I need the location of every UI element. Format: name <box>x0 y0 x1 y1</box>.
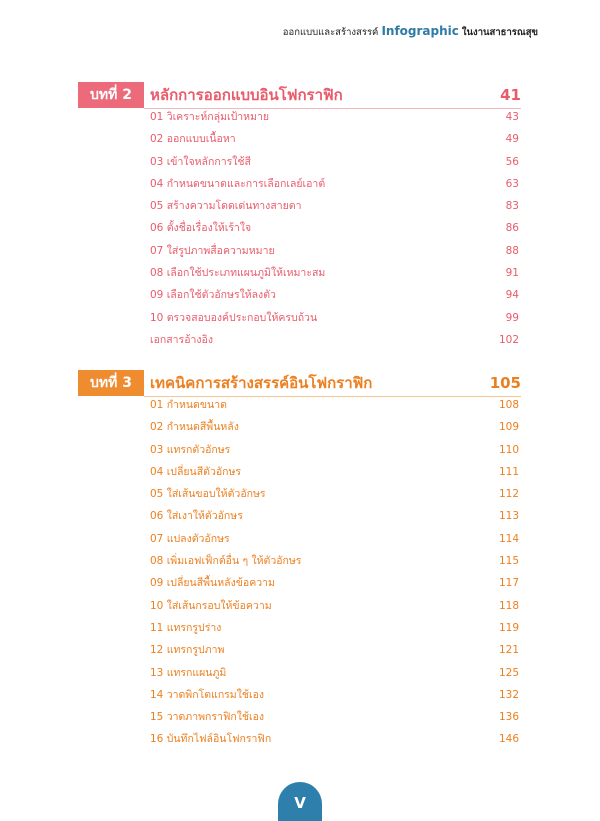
toc-entry-label: 13 แทรกแผนภูมิ <box>150 666 227 679</box>
toc-entry[interactable] <box>150 617 519 639</box>
toc-entry[interactable] <box>150 662 519 684</box>
toc-entry[interactable] <box>150 728 519 750</box>
toc-entry[interactable] <box>150 595 519 617</box>
chapter-2-page: 41 <box>500 86 521 104</box>
toc-entry-page: 56 <box>505 155 519 168</box>
toc-entry-label: 08 เลือกใช้ประเภทแผนภูมิให้เหมาะสม <box>150 267 326 280</box>
toc-entry-page: 88 <box>505 244 519 257</box>
toc-entry-label: 15 วาดภาพกราฟิกใช้เอง <box>150 711 265 724</box>
chapter-3-toc-list <box>150 394 519 751</box>
toc-entry-label: 10 ตรวจสอบองค์ประกอบให้ครบถ้วน <box>150 311 318 324</box>
toc-entry-label: 14 วาดพิกโตแกรมใช้เอง <box>150 688 265 701</box>
toc-entry-page: 119 <box>498 621 519 634</box>
toc-entry-page: 63 <box>505 177 519 190</box>
toc-entry-page: 109 <box>498 421 519 434</box>
toc-entry-page: 94 <box>505 289 519 302</box>
toc-entry-page: 132 <box>498 688 519 701</box>
toc-entry[interactable] <box>150 262 519 284</box>
toc-entry[interactable] <box>150 684 519 706</box>
chapter-2-badge: บทที่ 2 <box>78 82 144 108</box>
toc-entry-page: 111 <box>498 465 519 478</box>
header-prefix: ออกแบบและสร้างสรรค์ <box>282 27 379 38</box>
toc-entry-label: 05 สร้างความโดดเด่นทางสายตา <box>150 200 302 213</box>
toc-entry-page: 136 <box>498 711 519 724</box>
chapter-3-section <box>78 370 521 750</box>
chapter-2-section <box>78 82 521 352</box>
header-brand: Infographic <box>381 24 459 38</box>
toc-entry-label: 05 ใส่เส้นขอบให้ตัวอักษร <box>150 488 266 501</box>
toc-entry[interactable] <box>150 572 519 594</box>
toc-entry-page: 112 <box>498 488 519 501</box>
toc-entry[interactable] <box>150 217 519 239</box>
toc-entry[interactable] <box>150 106 519 128</box>
toc-entry-label: เอกสารอ้างอิง <box>150 333 213 346</box>
chapter-3-title[interactable]: เทคนิคการสร้างสรรค์อินโฟกราฟิก <box>150 374 373 392</box>
toc-entry-page: 108 <box>498 399 519 411</box>
toc-entry[interactable] <box>150 195 519 217</box>
toc-entry-page: 114 <box>498 532 519 545</box>
toc-entry-label: 09 เปลี่ยนสีพื้นหลังข้อความ <box>150 577 275 590</box>
toc-entry[interactable] <box>150 550 519 572</box>
toc-entry[interactable] <box>150 461 519 483</box>
toc-entry-label: 09 เลือกใช้ตัวอักษรให้ลงตัว <box>150 289 276 302</box>
toc-entry-label: 03 เข้าใจหลักการใช้สี <box>150 155 251 168</box>
toc-entry-label: 07 แปลงตัวอักษร <box>150 532 230 545</box>
chapter-3-heading <box>78 370 521 396</box>
toc-entry-label: 16 บันทึกไฟล์อินโฟกราฟิก <box>150 733 272 746</box>
toc-entry-label: 01 กำหนดขนาด <box>150 399 227 411</box>
toc-entry[interactable] <box>150 307 519 329</box>
toc-entry-page: 117 <box>498 577 519 590</box>
toc-entry[interactable] <box>150 394 519 416</box>
toc-entry-page: 102 <box>498 333 519 346</box>
toc-entry-label: 06 ใส่เงาให้ตัวอักษร <box>150 510 243 523</box>
page-number-tab: V <box>278 782 322 821</box>
toc-entry[interactable] <box>150 706 519 728</box>
toc-entry-label: 10 ใส่เส้นกรอบให้ข้อความ <box>150 599 272 612</box>
toc-entry[interactable] <box>150 416 519 438</box>
toc-entry-label: 04 กำหนดขนาดและการเลือกเลย์เอาต์ <box>150 177 326 190</box>
toc-entry-page: 49 <box>505 133 519 146</box>
toc-entry[interactable] <box>150 505 519 527</box>
chapter-2-heading <box>78 82 521 108</box>
toc-entry[interactable] <box>150 483 519 505</box>
toc-entry[interactable] <box>150 439 519 461</box>
toc-entry[interactable] <box>150 329 519 351</box>
chapter-3-page: 105 <box>489 374 521 392</box>
toc-entry-page: 99 <box>505 311 519 324</box>
chapter-2-toc-list <box>150 106 519 351</box>
toc-entry-page: 91 <box>505 267 519 280</box>
toc-entry[interactable] <box>150 284 519 306</box>
toc-entry-label: 01 วิเคราะห์กลุ่มเป้าหมาย <box>150 111 270 123</box>
toc-entry-label: 04 เปลี่ยนสีตัวอักษร <box>150 465 242 478</box>
toc-entry-page: 146 <box>498 733 519 746</box>
toc-entry-page: 115 <box>498 555 519 568</box>
toc-entry-label: 06 ตั้งชื่อเรื่องให้เร้าใจ <box>150 222 252 235</box>
toc-entry-label: 08 เพิ่มเอฟเฟ็กต์อื่น ๆ ให้ตัวอักษร <box>150 555 302 568</box>
toc-entry-page: 121 <box>498 644 519 657</box>
running-header <box>283 24 538 40</box>
chapter-3-badge: บทที่ 3 <box>78 370 144 396</box>
header-suffix: ในงานสาธารณสุข <box>461 27 538 38</box>
toc-entry-page: 43 <box>505 111 519 123</box>
toc-entry[interactable] <box>150 528 519 550</box>
toc-entry[interactable] <box>150 173 519 195</box>
toc-entry-label: 07 ใส่รูปภาพสื่อความหมาย <box>150 244 275 257</box>
chapter-2-title[interactable]: หลักการออกแบบอินโฟกราฟิก <box>150 86 343 104</box>
toc-entry-label: 02 ออกแบบเนื้อหา <box>150 133 236 146</box>
toc-entry[interactable] <box>150 151 519 173</box>
toc-entry-page: 125 <box>498 666 519 679</box>
toc-entry-label: 03 แทรกตัวอักษร <box>150 443 231 456</box>
toc-entry-label: 02 กำหนดสีพื้นหลัง <box>150 421 239 434</box>
toc-entry-page: 110 <box>498 443 519 456</box>
toc-entry-page: 118 <box>498 599 519 612</box>
toc-entry-page: 83 <box>505 200 519 213</box>
toc-entry-label: 12 แทรกรูปภาพ <box>150 644 225 657</box>
toc-entry-label: 11 แทรกรูปร่าง <box>150 621 222 634</box>
toc-entry-page: 113 <box>498 510 519 523</box>
toc-entry-page: 86 <box>505 222 519 235</box>
toc-entry[interactable] <box>150 240 519 262</box>
toc-entry[interactable] <box>150 639 519 661</box>
toc-entry[interactable] <box>150 128 519 150</box>
